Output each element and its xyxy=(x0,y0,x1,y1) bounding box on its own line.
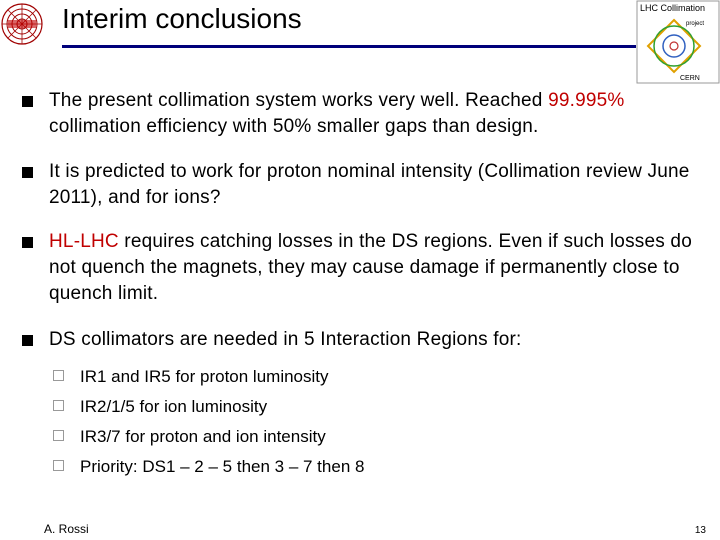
logo-title: LHC Collimation xyxy=(640,3,706,13)
checkbox-bullet-icon xyxy=(53,370,64,381)
page-number: 13 xyxy=(694,525,706,536)
logo-org: CERN xyxy=(680,75,700,82)
title-rule xyxy=(62,45,636,48)
bullet-text xyxy=(49,88,709,140)
sub-bullet-text: Priority: DS1 – 2 – 5 then 3 – 7 then 8 xyxy=(80,457,365,476)
bullet-text xyxy=(49,159,709,211)
sub-bullet-text: IR3/7 for proton and ion intensity xyxy=(80,427,326,446)
sub-bullet-text: IR1 and IR5 for proton luminosity xyxy=(80,367,329,386)
bullet-text xyxy=(49,327,709,353)
lhc-collimation-logo xyxy=(636,0,720,84)
logo-sub: project xyxy=(686,21,705,27)
square-bullet-icon xyxy=(22,167,33,178)
bullet-text-highlight: HL-LHC xyxy=(49,231,119,252)
author-footer: A. Rossi xyxy=(44,522,89,536)
bullet-text xyxy=(49,229,709,307)
checkbox-bullet-icon xyxy=(53,430,64,441)
checkbox-bullet-icon xyxy=(53,460,64,471)
bullet-text-part: It is predicted to work for proton nominal intensity (Collimation review June 2011), and for ions? xyxy=(49,161,690,208)
bullet-text-part: DS collimators are needed in 5 Interaction Regions for: xyxy=(49,329,522,350)
bullet-text-highlight: 99.995% xyxy=(548,90,625,111)
square-bullet-icon xyxy=(22,237,33,248)
bullet-text-part: requires catching losses in the DS regions. Even if such losses do not quench the magnets, they may cause damage if permanently close to quench limit. xyxy=(49,231,692,304)
lhc-ring-logo xyxy=(0,2,50,46)
sub-bullet-text: IR2/1/5 for ion luminosity xyxy=(80,397,268,416)
slide-title: Interim conclusions xyxy=(62,3,302,34)
square-bullet-icon xyxy=(22,335,33,346)
checkbox-bullet-icon xyxy=(53,400,64,411)
square-bullet-icon xyxy=(22,96,33,107)
bullet-text-part: The present collimation system works very well. Reached xyxy=(49,90,549,111)
bullet-text-part: collimation efficiency with 50% smaller gaps than design. xyxy=(49,116,539,137)
